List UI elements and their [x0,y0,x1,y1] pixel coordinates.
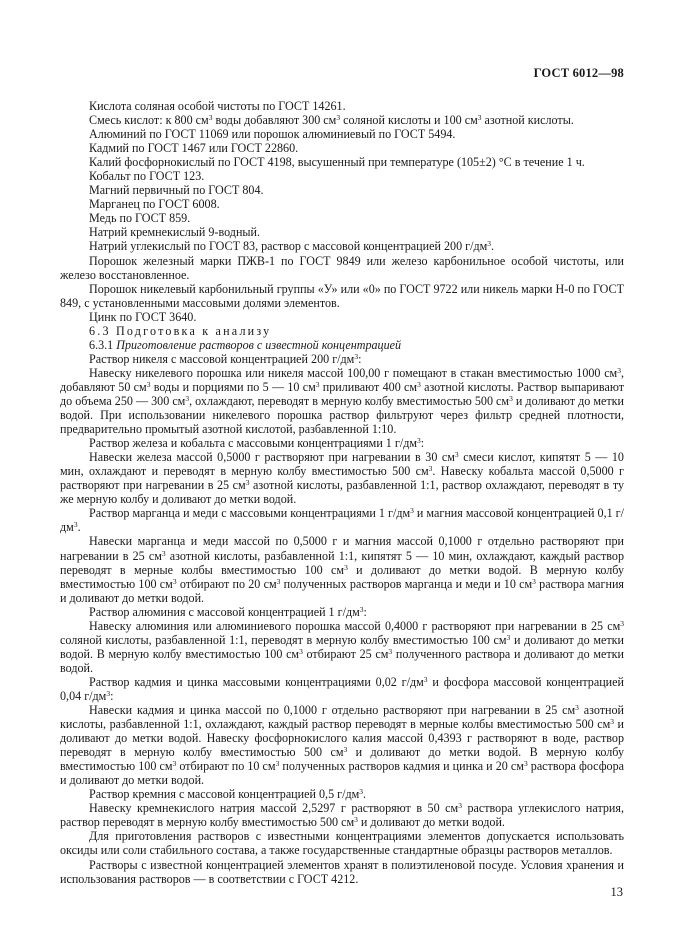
text-segment: Порошок железный марки ПЖВ-1 по ГОСТ 9849 или железо карбонильное особой чистоты, или железо восстановленное. [60,253,624,282]
text-segment: Магний первичный по ГОСТ 804. [89,183,264,198]
text-segment: азотной кислоты. [481,113,574,128]
text-segment: : [420,436,425,451]
document-body [60,99,624,886]
text-segment: Натрий кремнекислый 9-водный. [89,225,261,240]
paragraph [60,675,624,703]
text-segment: Натрий углекислый по ГОСТ 83, раствор с массовой концентрацией 200 г/дм [89,239,488,254]
paragraph [60,197,624,211]
paragraph [60,141,624,155]
text-segment: Раствор железа и кобальта с массовыми концентрациями 1 г/дм [89,436,418,451]
text-segment: Раствор кремния с массовой концентрацией 0,5 г/дм [89,787,360,802]
text-segment: , добавляют 50 см [60,365,624,394]
paragraph [60,352,624,366]
paragraph [60,450,624,506]
paragraph [60,829,624,857]
superscript: 3 [509,393,513,403]
text-segment: Растворы с известной концентрацией элементов хранят в полиэтиленовой посуде. Условия хранения и использования растворов — в соответствии с ГОСТ 4212. [60,857,624,886]
paragraph [60,211,624,225]
paragraph [60,436,624,450]
superscript: 3 [417,436,421,446]
text-segment: . [363,787,367,802]
text-segment: Раствор кадмия и цинка массовыми концентрациями 0,02 г/дм [89,674,424,689]
superscript: 3 [336,113,341,123]
superscript: 3 [106,688,111,698]
text-segment: полученного раствора и доливают до метки водой. [60,646,624,675]
text-segment: и фосфора массовой концентрацией 0,04 г/дм [60,674,624,703]
superscript: 3 [172,576,177,586]
text-segment: 6.3.1 [89,337,117,352]
text-segment: соляной кислоты и 100 см [340,113,478,128]
superscript: 3 [388,646,393,656]
superscript: 3 [185,393,190,403]
text-segment: и доливают до метки водой. В мерную колбу вместимостью 100 см [60,562,624,591]
superscript: 3 [620,618,624,628]
paragraph [60,366,624,436]
paragraph [60,619,624,675]
text-segment: отбирают по 10 см [176,759,276,774]
text-segment: Калий фосфорнокислый по ГОСТ 4198, высушенный при температуре (105±2) °С в течение 1 ч. [89,155,585,170]
text-segment: и доливают до метки водой. При использовании никелевого порошка раствор фильтруют через фильтр средней плотности, предварительно промытый азотной кислотой, разбавленной 1:10. [60,393,625,437]
text-segment: Раствор марганца и меди с массовыми концентрациями 1 г/дм [89,506,411,521]
superscript: 3 [172,759,177,769]
text-segment: полученных растворов кадмия и цинка и 20 см [279,759,524,774]
text-segment: азотной кислоты, разбавленной 1:1, раствор охлаждают, переводят в ту же мерную колбу и доливают до метки водой. [60,478,624,507]
paragraph [60,858,624,886]
text-segment: Кадмий по ГОСТ 1467 или ГОСТ 22860. [89,141,299,156]
superscript: 3 [532,576,536,586]
superscript: 3 [428,464,433,474]
text-segment: и доливают до метки водой. [357,815,505,830]
text-segment: Медь по ГОСТ 859. [89,211,191,226]
text-segment: Кислота соляная особой чистоты по ГОСТ 14261. [89,99,346,113]
superscript: 3 [506,632,511,642]
paragraph [60,787,624,801]
text-segment: Навеску алюминия или алюминиевого порошка массой 0,4000 г растворяют при нагревании в 25 см [89,618,621,633]
superscript: 3 [146,379,151,389]
superscript: 3 [617,365,621,375]
text-segment: . [491,239,495,254]
text-segment: полученных растворов марганца и меди и 10 см [280,576,533,591]
text-segment: Порошок никелевый карбонильный группы «У» или «0» по ГОСТ 9722 или никель марки Н-0 по ГОСТ 849, с установленными массовыми долями элементов. [60,281,624,310]
text-segment: Для приготовления растворов с известными концентрациями элементов допускается использовать оксиды или соли стабильного состава, а также государственные стандартные образцы растворов металлов. [60,829,624,858]
text-segment: , охлаждают, переводят в мерную колбу вместимостью 500 см [189,393,510,408]
text-segment: . [77,520,81,535]
superscript: 3 [354,815,358,825]
superscript: 3 [410,506,414,516]
section-heading [60,324,624,338]
text-segment: и магния массовой концентрацией 0,1 г/дм [60,506,624,535]
paragraph [60,239,624,253]
superscript: 3 [299,646,303,656]
text-segment: раствора магния и доливают до метки водой. [60,576,624,605]
paragraph [60,155,624,169]
text-segment: Навески марганца и меди массой по 0,5000 г и магния массой 0,1000 г отдельно растворяют при нагревании в 25 см [60,534,624,563]
superscript: 3 [477,113,482,123]
text-segment: Раствор алюминия с массовой концентрацией 1 г/дм [89,604,360,619]
superscript: 3 [359,787,364,797]
text-segment: азотной кислоты, разбавленной 1:1, кипятят 5 — 10 мин, охлаждают, каждый раствор переводят в мерные колбы вместимостью 100 см [60,548,624,577]
superscript: 3 [315,379,320,389]
text-segment: воды добавляют 300 см [212,113,337,128]
text-segment: смеси кислот, кипятят 5 — 10 мин, охлаждают и переводят в мерную колбу вместимостью 500 см [60,450,624,479]
superscript: 3 [344,562,348,572]
text-segment: приливают 400 см [319,379,418,394]
superscript: 3 [161,548,166,558]
superscript: 3 [354,351,359,361]
superscript: 3 [610,717,614,727]
paragraph [60,703,624,787]
superscript: 3 [245,478,250,488]
text-segment: Навески кадмия и цинка массой по 0,1000 г отдельно растворяют при нагревании в 25 см [89,703,576,718]
text-segment: азотной кислоты, разбавленной 1:1, охлаждают, каждый раствор переводят в мерные колбы вместимостью 500 см [60,703,625,732]
italic-text: Приготовление растворов с известной концентрацией [116,337,402,352]
superscript: 3 [343,745,348,755]
text-segment: Навески железа массой 0,5000 г растворяют при нагревании в 30 см [89,450,455,465]
paragraph [60,254,624,282]
superscript: 3 [575,703,579,713]
text-segment: Кобальт по ГОСТ 123. [89,169,205,184]
text-segment: 6.3 Подготовка к анализу [89,323,272,338]
text-segment: Алюминий по ГОСТ 11069 или порошок алюминиевый по ГОСТ 5494. [89,127,456,142]
text-segment: Навеску никелевого порошка или никеля массой 100,00 г помещают в стакан вместимостью 1000 см [89,365,618,380]
text-segment: Цинк по ГОСТ 3640. [89,309,197,324]
superscript: 3 [417,379,421,389]
text-segment: . Навеску кобальта массой 0,5000 г растворяют при нагревании в 25 см [60,464,624,493]
paragraph [60,99,624,113]
superscript: 3 [454,450,459,460]
paragraph [60,113,624,127]
paragraph [60,534,624,604]
text-segment: и доливают до метки водой. В мерную колбу вместимостью 100 см [60,745,624,774]
superscript: 3 [73,520,78,530]
superscript: 3 [208,113,213,123]
paragraph [60,282,624,310]
text-segment: соляной кислоты, разбавленной 1:1, переводят в мерную колбу вместимостью 100 см [60,632,507,647]
text-segment: : [363,604,367,619]
text-segment: Раствор никеля с массовой концентрацией 200 г/дм [89,351,355,366]
paragraph [60,801,624,829]
text-segment: и доливают до метки водой. В мерную колбу вместимостью 100 см [60,632,624,661]
document-code-header: ГОСТ 6012—98 [533,66,624,80]
paragraph [60,169,624,183]
superscript: 3 [275,759,280,769]
text-segment: воды и порциями по 5 — 10 см [150,379,316,394]
superscript: 3 [359,604,364,614]
superscript: 3 [487,239,492,249]
superscript: 3 [458,801,462,811]
paragraph [60,310,624,324]
text-segment: Смесь кислот: к 800 см [89,113,209,128]
paragraph [60,506,624,534]
text-segment: : [110,688,114,703]
text-segment: раствора углекислого натрия, раствор переводят в мерную колбу вместимостью 500 см [60,801,624,830]
subsection-heading [60,338,624,352]
text-segment: Марганец по ГОСТ 6008. [89,197,220,212]
text-segment: Навеску кремнекислого натрия массой 2,5297 г растворяют в 50 см [89,801,459,816]
text-segment: отбирают 25 см [302,646,389,661]
page-number: 13 [610,885,623,899]
superscript: 3 [276,576,281,586]
paragraph [60,605,624,619]
text-segment: раствора фосфора и доливают до метки водой. [60,759,624,788]
superscript: 3 [523,759,528,769]
paragraph [60,127,624,141]
text-segment: отбирают по 20 см [176,576,277,591]
text-segment: и доливают до метки водой. Навеску фосфорнокислого калия массой 0,4393 г растворяют в воде, раствор переводят в мерную колбу вместимостью 500 см [60,717,624,760]
text-segment: азотной кислоты. Раствор выпаривают до объема 250 — 300 см [60,379,624,408]
text-segment: : [358,351,362,366]
superscript: 3 [423,674,428,684]
paragraph [60,225,624,239]
paragraph [60,183,624,197]
